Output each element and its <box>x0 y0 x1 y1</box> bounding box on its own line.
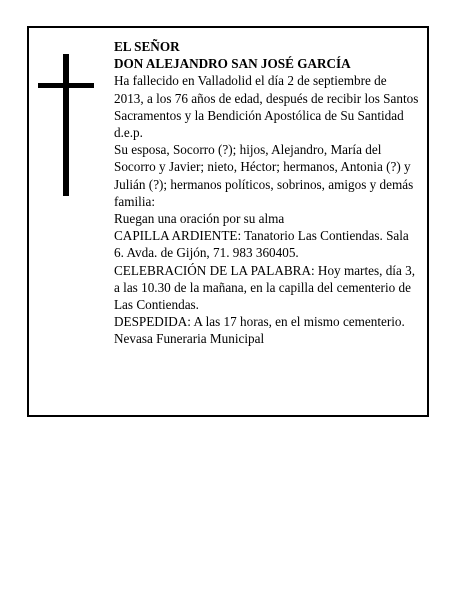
celebration-info: CELEBRACIÓN DE LA PALABRA: Hoy martes, día 3, a las 10.30 de la mañana, en la capilla del cementerio de Las Contiendas. <box>114 262 415 313</box>
cross-horizontal-bar <box>38 83 94 88</box>
funeral-home: Nevasa Funeraria Municipal <box>114 331 265 347</box>
chapel-info: CAPILLA ARDIENTE: Tanatorio Las Contiendas. Sala 6. Avda. de Gijón, 71. 983 360405. <box>114 228 409 261</box>
death-statement: Ha fallecido en Valladolid el día 2 de septiembre de 2013, a los 76 años de edad, después de recibir los Santos Sacramentos y la Bendición Apostólica de Su Santidad <box>114 73 419 123</box>
notice-body <box>114 38 419 348</box>
prayer-request: Ruegan una oración por su alma <box>114 211 285 227</box>
farewell-info: DESPEDIDA: A las 17 horas, en el mismo cementerio. <box>114 314 405 330</box>
dep-text: d.e.p. <box>114 125 143 141</box>
notice-title: EL SEÑOR <box>114 39 180 54</box>
deceased-name: DON ALEJANDRO SAN JOSÉ GARCÍA <box>114 56 351 72</box>
cross-vertical-bar <box>63 54 69 196</box>
family-list: Su esposa, Socorro (?); hijos, Alejandro, María del Socorro y Javier; nieto, Héctor; hermanos, Antonia (?) y Julián (?); hermanos políticos, sobrinos, amigos y demás familia: <box>114 142 414 209</box>
